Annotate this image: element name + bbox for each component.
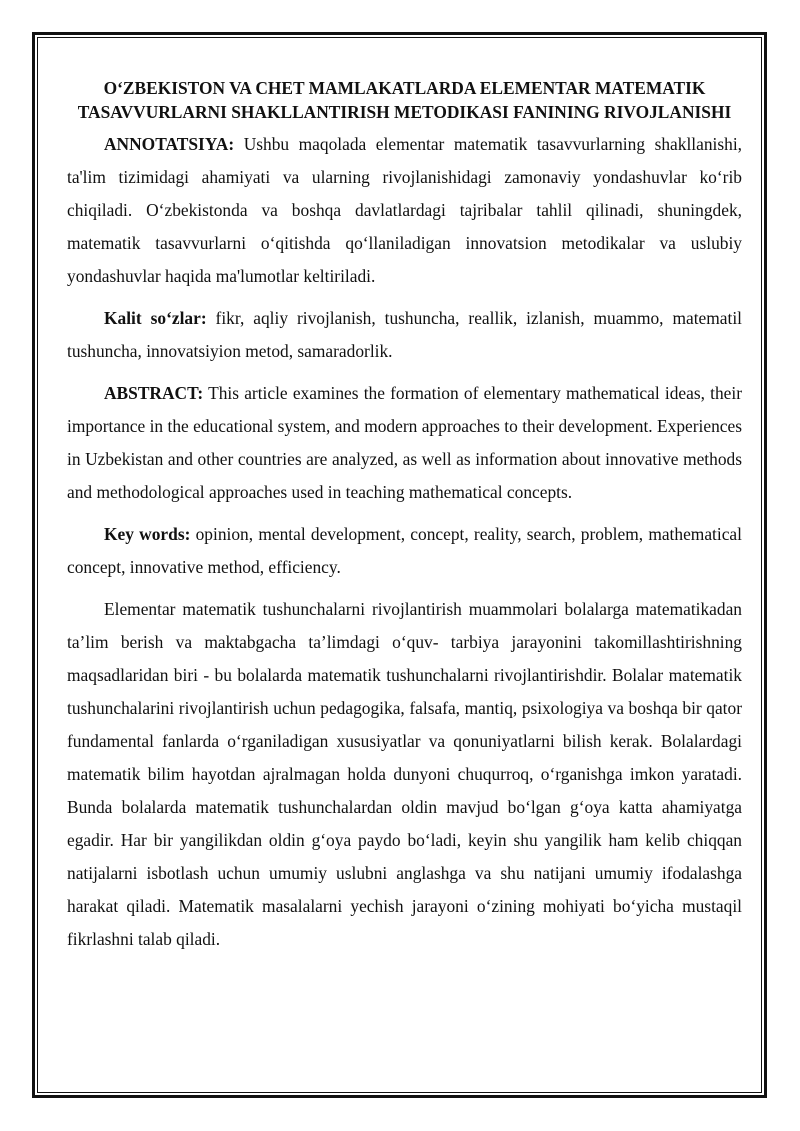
article-content: [67, 76, 742, 956]
body-paragraph: Elementar matematik tushunchalarni rivojlantirish muammolari bolalarga matematikadan ta’lim berish va maktabgacha ta’limdagi o‘quv- tarbiya jarayonini takomillashtirishning maqsadlaridan biri - bu bolalarda matematik tushunchalarni rivojlantirishdir. Bolalar matematik tushunchalarini rivojlantirish uchun pedagogika, falsafa, mantiq, psixologiya va boshqa bir qator fundamental fanlarda o‘rganiladigan xususiyatlar va qonuniyatlarni bilish kerak. Bolalardagi matematik bilim hayotdan ajralmagan holda dunyoni chuqurroq, o‘rganishga imkon yaratadi. Bunda bolalarda matematik tushunchalardan oldin mavjud bo‘lgan g‘oya katta ahamiyatga egadir. Har bir yangilikdan oldin g‘oya paydo bo‘ladi, keyin shu yangilik ham kelib chiqqan natijalarni isbotlash uchun umumiy uslubni anglashga va shu natijani umumiy ifodalashga harakat qiladi. Matematik masalalarni yechish jarayoni o‘zining mohiyati bo‘yicha mustaqil fikrlashni talab qiladi.: [67, 599, 742, 949]
abstract-label: ABSTRACT:: [104, 383, 204, 403]
annotation-paragraph: [67, 128, 742, 293]
keywords-uz-label: Kalit so‘zlar:: [104, 308, 207, 328]
keywords-en-label: Key words:: [104, 524, 191, 544]
keywords-en-paragraph: [67, 518, 742, 584]
annotation-label: ANNOTATSIYA:: [104, 134, 235, 154]
abstract-text: This article examines the formation of elementary mathematical ideas, their importance in the educational system, and modern approaches to their development. Experiences in Uzbekistan and other countries are analyzed, as well as information about innovative methods and methodological approaches used in teaching mathematical concepts.: [67, 383, 742, 502]
keywords-uz-paragraph: [67, 302, 742, 368]
article-title: O‘ZBEKISTON VA CHET MAMLAKATLARDA ELEMENTAR MATEMATIK TASAVVURLARNI SHAKLLANTIRISH METODIKASI FANINING RIVOJLANISHI: [77, 78, 732, 122]
abstract-paragraph: [67, 377, 742, 509]
keywords-en-text: opinion, mental development, concept, reality, search, problem, mathematical concept, innovative method, efficiency.: [67, 524, 742, 577]
keywords-uz-text: fikr, aqliy rivojlanish, tushuncha, reallik, izlanish, muammo, matematil tushuncha, innovatsiyion metod, samaradorlik.: [67, 308, 742, 361]
annotation-text: Ushbu maqolada elementar matematik tasavvurlarning shakllanishi, ta'lim tizimidagi ahamiyati va ularning rivojlanishidagi zamonaviy yondashuvlar ko‘rib chiqiladi. O‘zbekistonda va boshqa davlatlardagi tajribalar tahlil qilinadi, shuningdek, matematik tasavvurlarni o‘qitishda qo‘llaniladigan innovatsion metodikalar va uslubiy yondashuvlar haqida ma'lumotlar keltiriladi.: [67, 134, 742, 286]
